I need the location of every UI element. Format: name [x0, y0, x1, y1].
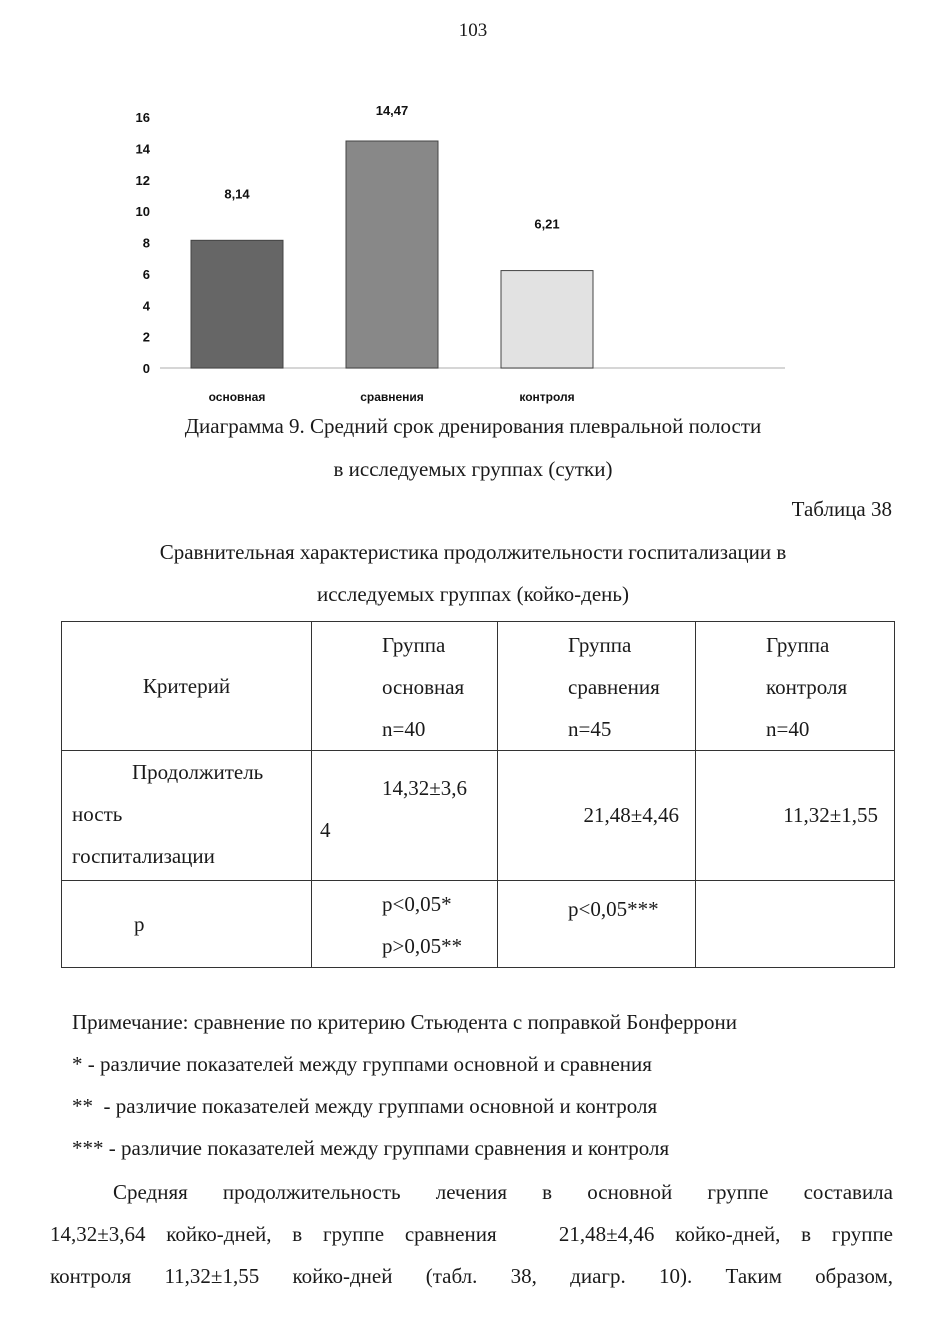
y-tick-label: 14: [135, 141, 150, 157]
y-tick-label: 2: [142, 329, 150, 345]
row2-criterion-cell: [62, 881, 312, 968]
row2-main-value-2: р>0,05**: [382, 934, 463, 958]
x-tick-label: основная: [208, 390, 266, 404]
paragraph-line-1: Средняя продолжительность лечения в основной группе составила: [113, 1180, 893, 1204]
comparison-table: [61, 621, 895, 968]
row1-criterion-line-3: госпитализации: [72, 844, 215, 868]
row2-comparison-value: р<0,05***: [568, 897, 659, 921]
note-line-2: * - различие показателей между группами основной и сравнения: [72, 1052, 652, 1076]
row1-main-value: 14,32±3,6: [382, 776, 468, 800]
row1-comparison-value: 21,48±4,46: [583, 803, 679, 827]
table-row-p: [62, 881, 895, 968]
row1-criterion-line-1: Продолжитель: [132, 760, 264, 784]
y-tick-label: 0: [142, 361, 150, 376]
bar: [501, 271, 593, 368]
row1-main-value-wrap: 4: [320, 818, 331, 842]
y-tick-label: 8: [142, 235, 150, 251]
y-tick-label: 10: [135, 204, 150, 220]
row2-main-cell: [312, 881, 498, 968]
header-main-line-1: Группа: [382, 633, 446, 657]
diagram-caption-line-2: в исследуемых группах (сутки): [333, 457, 613, 481]
row1-criterion-cell: [62, 751, 312, 881]
y-tick-label: 6: [142, 266, 150, 282]
bar-chart: [100, 95, 800, 415]
header-criterion-cell: [62, 622, 312, 751]
row1-control-cell: [696, 751, 895, 881]
bar: [346, 141, 438, 368]
row1-main-cell: [312, 751, 498, 881]
header-criterion: Критерий: [142, 673, 231, 698]
y-tick-label: 16: [135, 110, 150, 125]
table-header-row: [62, 622, 895, 751]
table-title-line-1: Сравнительная характеристика продолжительности госпитализации в: [159, 540, 787, 564]
header-group-control-cell: [696, 622, 895, 751]
header-control-line-1: Группа: [766, 633, 830, 657]
table-row-duration: [62, 751, 895, 881]
header-comparison-line-2: сравнения: [568, 675, 660, 699]
paragraph-line-3: контроля 11,32±1,55 койко-дней (табл. 38, диагр. 10). Таким образом,: [50, 1264, 893, 1288]
header-comparison-line-1: Группа: [568, 633, 632, 657]
header-main-line-2: основная: [382, 675, 465, 699]
header-group-main-cell: [312, 622, 498, 751]
row1-criterion-line-2: ность: [72, 802, 123, 826]
row2-criterion: р: [134, 911, 145, 936]
header-comparison-line-3: n=45: [568, 717, 612, 741]
table-label: Таблица 38: [791, 497, 892, 521]
note-line-3: ** - различие показателей между группами основной и контроля: [72, 1094, 658, 1118]
row2-main-value-1: р<0,05*: [382, 892, 452, 916]
row1-comparison-cell: [498, 751, 696, 881]
x-tick-label: сравнения: [360, 390, 424, 404]
row2-comparison-cell: [498, 881, 696, 968]
row2-control-cell: [696, 881, 895, 968]
header-control-line-3: n=40: [766, 717, 810, 741]
paragraph-line-2: 14,32±3,64 койко-дней, в группе сравнения 21,48±4,46 койко-дней, в группе: [50, 1222, 893, 1246]
bar: [191, 240, 283, 368]
header-control-line-2: контроля: [766, 675, 848, 699]
diagram-caption-line-1: Диаграмма 9. Средний срок дренирования плевральной полости: [184, 414, 762, 438]
y-tick-label: 12: [135, 172, 150, 188]
data-label: 14,47: [375, 103, 409, 119]
header-main-line-3: n=40: [382, 717, 426, 741]
note-line-1: Примечание: сравнение по критерию Стьюдента с поправкой Бонферрони: [72, 1010, 737, 1034]
row1-control-value: 11,32±1,55: [783, 803, 878, 827]
data-label: 8,14: [224, 186, 250, 202]
note-line-4: *** - различие показателей между группами сравнения и контроля: [72, 1136, 670, 1160]
x-tick-label: контроля: [519, 390, 575, 404]
y-tick-label: 4: [142, 298, 150, 314]
table-title-line-2: исследуемых группах (койко-день): [317, 582, 629, 606]
header-group-comparison-cell: [498, 622, 696, 751]
data-label: 6,21: [534, 216, 560, 232]
page-number: 103: [458, 20, 488, 41]
